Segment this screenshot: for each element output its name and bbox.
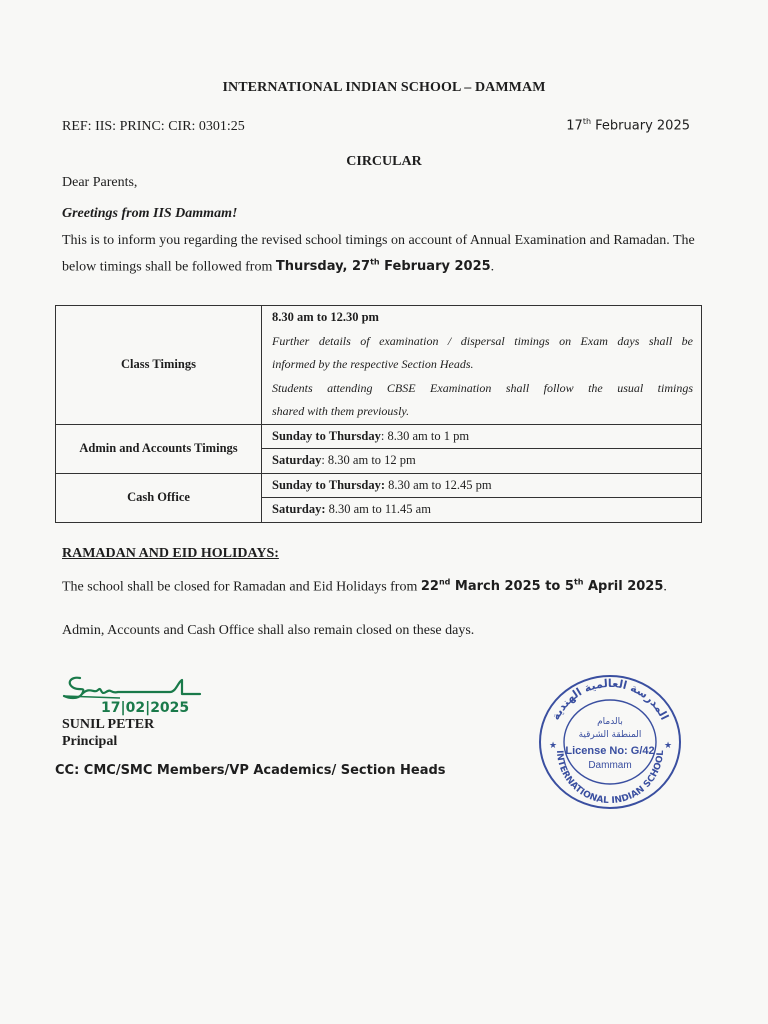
admin-weekday-label: Sunday to Thursday bbox=[272, 428, 381, 443]
seal-english-arc-path: INTERNATIONAL INDIAN SCHOOL bbox=[553, 749, 667, 807]
admin-saturday-line bbox=[272, 449, 701, 473]
class-timings-label: Class Timings bbox=[56, 306, 262, 425]
seal-arabic-line-2: المنطقة الشرقية bbox=[578, 730, 642, 740]
class-note-line-1: Further details of examination / dispersal timings on Exam days shall be bbox=[272, 333, 693, 348]
holiday-start-suffix: nd bbox=[438, 578, 451, 587]
cash-weekday-row bbox=[262, 474, 701, 499]
admin-saturday-row bbox=[262, 449, 701, 473]
table-row-cash-office bbox=[56, 473, 702, 522]
admin-weekday-line bbox=[272, 425, 701, 449]
signatory-title: Principal bbox=[62, 734, 118, 749]
date-suffix: th bbox=[582, 117, 592, 126]
cash-weekday-line bbox=[272, 474, 701, 498]
holidays-end: . bbox=[663, 579, 667, 595]
class-time: 8.30 am to 12.30 pm bbox=[272, 310, 379, 324]
effective-date-prefix: Thursday, 27 bbox=[275, 259, 371, 275]
table-row-admin-timings bbox=[56, 424, 702, 473]
effective-date-rest: February 2025 bbox=[379, 259, 491, 275]
seal-star-right-icon: ★ bbox=[664, 741, 673, 751]
holiday-end-rest: April 2025 bbox=[583, 579, 664, 595]
signatory-name: SUNIL PETER bbox=[62, 717, 155, 732]
class-timings-details bbox=[262, 306, 702, 425]
holiday-start-day: 22 bbox=[420, 579, 439, 595]
cash-office-details bbox=[262, 473, 702, 522]
signature-date: 17|02|2025 bbox=[101, 700, 190, 716]
date-day: 17 bbox=[566, 118, 583, 134]
effective-date bbox=[276, 259, 491, 274]
school-seal-stamp bbox=[535, 672, 685, 812]
seal-star-left-icon: ★ bbox=[549, 741, 558, 751]
cash-weekday-time: 8.30 am to 12.45 pm bbox=[385, 477, 492, 492]
admin-saturday-time: : 8.30 am to 12 pm bbox=[321, 453, 416, 467]
seal-arabic-arc-path: المدرسة العالمية الهندية bbox=[548, 676, 672, 723]
cc-line: CC: CMC/SMC Members/VP Academics/ Section Heads bbox=[55, 763, 446, 778]
circular-date bbox=[566, 117, 690, 133]
admin-timings-label: Admin and Accounts Timings bbox=[56, 424, 262, 473]
greetings-line: Greetings from IIS Dammam! bbox=[62, 206, 238, 221]
intro-text: This is to inform you regarding the revised school timings on account of Annual Examination and Ramadan. The below timings shall be followed from bbox=[62, 233, 695, 275]
intro-paragraph bbox=[62, 230, 702, 278]
holidays-heading: RAMADAN AND EID HOLIDAYS: bbox=[62, 546, 279, 561]
school-name-heading: INTERNATIONAL INDIAN SCHOOL – DAMMAM bbox=[222, 80, 546, 95]
holiday-end-suffix: th bbox=[573, 578, 584, 587]
cash-saturday-line bbox=[272, 498, 701, 522]
reference-number: REF: IIS: PRINC: CIR: 0301:25 bbox=[62, 119, 245, 134]
cash-saturday-label: Saturday: bbox=[272, 502, 326, 516]
cash-weekday-label: Sunday to Thursday: bbox=[272, 477, 386, 492]
class-note-line-2: informed by the respective Section Heads. bbox=[272, 357, 474, 371]
offices-closed-note: Admin, Accounts and Cash Office shall also remain closed on these days. bbox=[62, 623, 475, 638]
holidays-paragraph bbox=[62, 569, 698, 600]
circular-title: CIRCULAR bbox=[346, 154, 422, 169]
effective-date-suffix: th bbox=[370, 258, 380, 267]
salutation: Dear Parents, bbox=[62, 175, 138, 190]
admin-timings-details bbox=[262, 424, 702, 473]
admin-saturday-label: Saturday bbox=[272, 453, 322, 467]
class-note-line-3: Students attending CBSE Examination shall follow the usual timings bbox=[272, 380, 693, 395]
holiday-dates bbox=[421, 579, 664, 594]
cash-office-label: Cash Office bbox=[56, 473, 262, 522]
cash-saturday-time: 8.30 am to 11.45 am bbox=[325, 502, 431, 516]
intro-end: . bbox=[490, 259, 495, 275]
seal-license: License No: G/42 bbox=[565, 745, 655, 757]
holidays-text: The school shall be closed for Ramadan and Eid Holidays from bbox=[62, 579, 421, 595]
cash-saturday-row bbox=[262, 498, 701, 522]
holiday-start-rest: March 2025 to 5 bbox=[450, 579, 574, 595]
admin-weekday-time: : 8.30 am to 1 pm bbox=[380, 428, 470, 443]
timings-table bbox=[55, 305, 702, 523]
seal-arabic-line-1: بالدمام bbox=[597, 717, 623, 727]
seal-city: Dammam bbox=[588, 760, 632, 771]
date-month-year: February 2025 bbox=[591, 118, 690, 134]
table-row-class-timings bbox=[56, 306, 702, 425]
class-note-line-4: shared with them previously. bbox=[272, 404, 410, 418]
admin-weekday-row bbox=[262, 425, 701, 450]
